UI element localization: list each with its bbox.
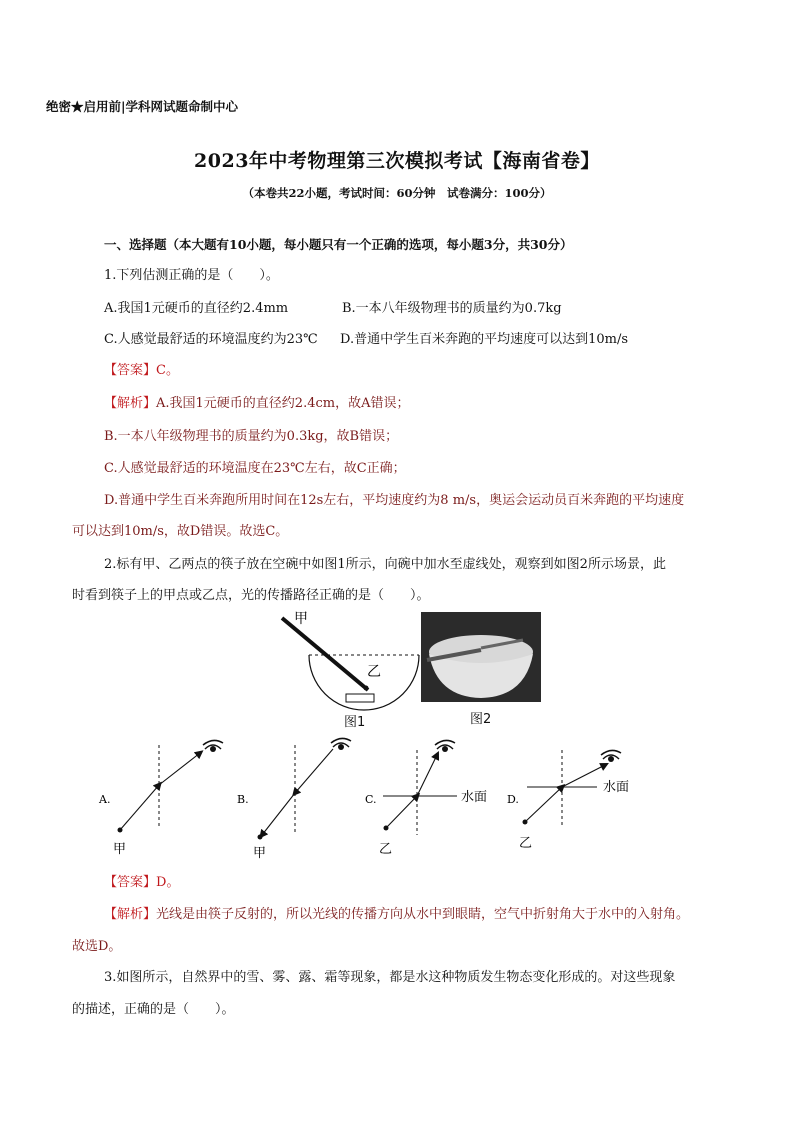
q1-analysis-4b: 可以达到10m/s，故D错误。故选C。 [72,524,289,539]
fig2-caption: 图2 [470,712,492,727]
option-c-yi: 乙 [379,842,393,857]
q1-option-b: B.一本八年级物理书的质量约为0.7kg [342,301,562,316]
q1-analysis-4a: D.普通中学生百米奔跑所用时间在12s左右，平均速度约为8 m/s，奥运会运动员百米奔跑的平均速度 [104,493,685,508]
option-d-water-label: 水面 [603,780,630,795]
answer-value: C。 [156,363,179,378]
option-a-label: A. [99,793,111,806]
q2-analysis-1 [104,903,689,922]
option-b-ray-1 [295,749,333,793]
q1-stem: 1.下列估测正确的是（ ）。 [104,268,279,283]
q2-analysis-2: 故选D。 [72,939,122,954]
answer-value: D。 [156,875,180,890]
q1-option-c: C.人感觉最舒适的环境温度约为23℃ [104,332,318,347]
page-title: 2023年中考物理第三次模拟考试【海南省卷】 [194,150,600,172]
option-a-jia: 甲 [113,842,127,857]
option-d-eye-icon [601,750,621,762]
exam-info: （本卷共22小题，考试时间：60分钟 试卷满分：100分） [242,186,552,200]
answer-label: 【答案】 [104,875,157,890]
option-d-label: D. [507,793,519,806]
option-b-ray-2 [262,793,295,835]
page-header: 绝密★启用前|学科网试题命制中心 [46,99,239,114]
option-d-ray-2 [562,765,605,787]
q1-analysis-1 [104,392,409,411]
q1-answer [104,359,179,378]
chopstick [282,618,368,690]
analysis-label: 【解析】 [104,396,157,411]
section-heading: 一、选择题（本大题有10小题，每小题只有一个正确的选项，每小题3分，共30分） [104,237,573,252]
option-c-label: C. [365,793,377,806]
option-c-ray-1 [386,796,417,828]
q2-stem-b: 时看到筷子上的甲点或乙点，光的传播路径正确的是（ ）。 [72,588,430,603]
bowl-base [346,694,374,702]
q1-option-d: D.普通中学生百米奔跑的平均速度可以达到10m/s [340,332,629,347]
figure-2-photo [421,612,541,702]
q3-stem-a: 3.如图所示，自然界中的雪、雾、露、霜等现象，都是水这种物质发生物态变化形成的。对这些现象 [104,970,676,985]
q3-stem-b: 的描述，正确的是（ ）。 [72,1002,235,1017]
fig1-label-yi: 乙 [367,664,381,680]
option-c-water-label: 水面 [461,790,488,805]
option-c-ray-2 [417,755,437,796]
option-b-label: B. [237,793,249,806]
analysis-text: 光线是由筷子反射的，所以光线的传播方向从水中到眼睛，空气中折射角大于水中的入射角。 [156,907,690,922]
option-d-yi: 乙 [519,836,533,851]
q1-analysis-2: B.一本八年级物理书的质量约为0.3kg，故B错误； [104,429,399,444]
fig1-caption: 图1 [344,715,366,730]
option-b-eye-icon [331,738,351,750]
option-a-ray-2 [159,753,200,785]
analysis-text: A.我国1元硬币的直径约2.4cm，故A错误； [156,396,410,411]
analysis-label: 【解析】 [104,907,157,922]
option-a-ray-1 [120,785,159,830]
q2-stem-a: 2.标有甲、乙两点的筷子放在空碗中如图1所示，向碗中加水至虚线处，观察到如图2所示场景，此 [104,557,666,572]
q2-answer [104,871,179,890]
option-c-eye-icon [435,740,455,752]
option-d-ray-1 [525,787,562,822]
option-b-point [258,835,263,840]
q1-option-a: A.我国1元硬币的直径约2.4mm [104,301,289,316]
option-b-jia: 甲 [253,846,267,860]
option-a-eye-icon [203,740,223,752]
answer-label: 【答案】 [104,363,157,378]
q1-analysis-3: C.人感觉最舒适的环境温度在23℃左右，故C正确； [104,461,406,476]
q2-option-diagrams [95,735,695,860]
fig1-label-jia: 甲 [294,611,308,627]
point-yi [364,686,369,691]
